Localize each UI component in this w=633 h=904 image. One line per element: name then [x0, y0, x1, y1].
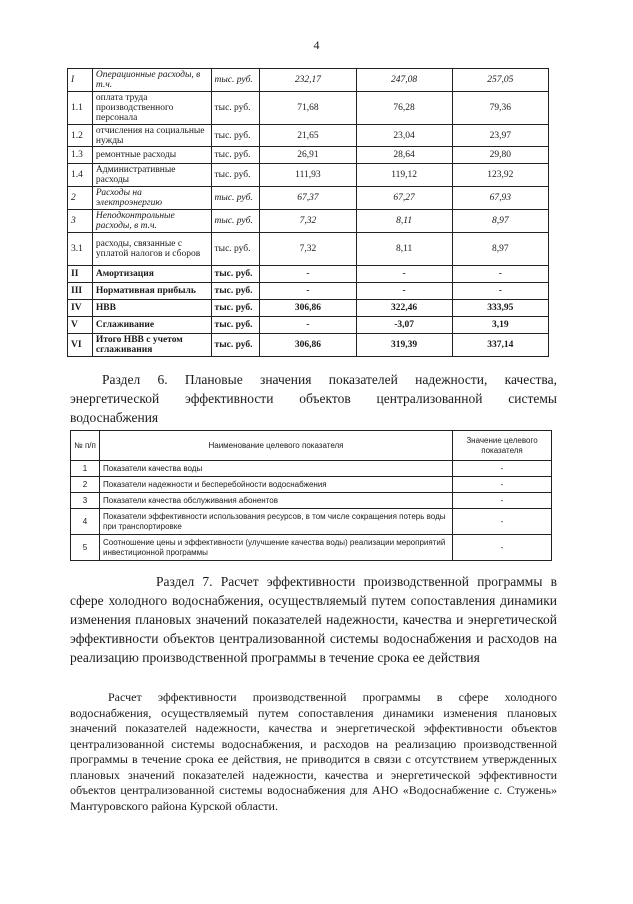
- table-row: [68, 266, 549, 283]
- row-unit: тыс. руб.: [211, 92, 260, 125]
- row-value: -: [453, 509, 552, 535]
- row-unit: тыс. руб.: [211, 125, 260, 147]
- row-number: III: [68, 283, 93, 300]
- row-value-3: 3,19: [452, 317, 548, 334]
- row-value-2: 76,28: [356, 92, 452, 125]
- row-value-2: 322,46: [356, 300, 452, 317]
- row-value-1: 21,65: [260, 125, 356, 147]
- row-value-3: 257,05: [452, 69, 548, 92]
- row-value-2: 28,64: [356, 147, 452, 164]
- row-number: 3: [71, 493, 100, 509]
- row-number: 5: [71, 535, 100, 561]
- row-value-3: 23,97: [452, 125, 548, 147]
- table-row: [71, 461, 552, 477]
- row-number: 4: [71, 509, 100, 535]
- row-value-1: 26,91: [260, 147, 356, 164]
- row-number: I: [68, 69, 93, 92]
- row-number: V: [68, 317, 93, 334]
- cost-table: [67, 68, 549, 357]
- row-value-1: 232,17: [260, 69, 356, 92]
- row-value-3: 67,93: [452, 187, 548, 210]
- row-unit: тыс. руб.: [211, 233, 260, 266]
- row-value-3: -: [452, 283, 548, 300]
- row-number: IV: [68, 300, 93, 317]
- row-unit: тыс. руб.: [211, 210, 260, 233]
- row-unit: тыс. руб.: [211, 266, 260, 283]
- section-6-title: Раздел 6. Плановые значения показателей надежности, качества, энергетической эффективности объектов централизованной системы водоснабжения: [70, 372, 557, 425]
- row-name: оплата труда производственного персонала: [92, 92, 211, 125]
- row-name: Показатели качества воды: [100, 461, 453, 477]
- row-name: Расходы на электроэнергию: [92, 187, 211, 210]
- row-name: отчисления на социальные нужды: [92, 125, 211, 147]
- table-header-row: [71, 431, 552, 461]
- table-row: [68, 69, 549, 92]
- table-row: [68, 317, 549, 334]
- row-value-1: 306,86: [260, 334, 356, 357]
- row-value-1: 111,93: [260, 164, 356, 187]
- table-row: [68, 334, 549, 357]
- row-name: НВВ: [92, 300, 211, 317]
- table-row: [68, 147, 549, 164]
- row-unit: тыс. руб.: [211, 300, 260, 317]
- row-value-1: -: [260, 283, 356, 300]
- row-number: VI: [68, 334, 93, 357]
- row-name: Соотношение цены и эффективности (улучшение качества воды) реализации мероприятий инвестиционной программы: [100, 535, 453, 561]
- row-value-2: 8,11: [356, 233, 452, 266]
- page-number: 4: [313, 38, 320, 52]
- header-value: Значение целевого показателя: [453, 431, 552, 461]
- table-row: [71, 535, 552, 561]
- row-number: 1.4: [68, 164, 93, 187]
- row-number: 1: [71, 461, 100, 477]
- row-value-3: 29,80: [452, 147, 548, 164]
- row-value-3: 8,97: [452, 210, 548, 233]
- row-name: Показатели надежности и бесперебойности водоснабжения: [100, 477, 453, 493]
- table-row: [68, 187, 549, 210]
- section-7-paragraph: Расчет эффективности производственной программы в сфере холодного водоснабжения, осуществляемый путем сопоставления динамики изменения плановых значений показателей надежности, качества и энергетической эффективности объектов централизованной системы водоснабжения, и расходов на реализацию производственной программы в течение срока ее действия, не приводится в связи с отсутствием утвержденных плановых значений показателей надежности, качества и энергетической эффективности объектов централизованной системы водоснабжения для АНО «Водоснабжение с. Стужень» Мантуровского района Курской области.: [70, 690, 557, 813]
- row-number: 1.1: [68, 92, 93, 125]
- table-row: [71, 477, 552, 493]
- row-value-3: 337,14: [452, 334, 548, 357]
- row-name: Показатели эффективности использования ресурсов, в том числе сокращения потерь воды при транспортировке: [100, 509, 453, 535]
- row-number: 2: [71, 477, 100, 493]
- row-value-3: -: [452, 266, 548, 283]
- row-value-2: 119,12: [356, 164, 452, 187]
- row-name: Итого НВВ с учетом сглаживания: [92, 334, 211, 357]
- row-name: Неподконтрольные расходы, в т.ч.: [92, 210, 211, 233]
- row-number: 1.2: [68, 125, 93, 147]
- header-name: Наименование целевого показателя: [100, 431, 453, 461]
- row-value-2: -: [356, 266, 452, 283]
- row-value-2: 8,11: [356, 210, 452, 233]
- header-num: № п/п: [71, 431, 100, 461]
- row-name: Показатели качества обслуживания абонентов: [100, 493, 453, 509]
- table-row: [68, 283, 549, 300]
- row-number: 1.3: [68, 147, 93, 164]
- row-number: 2: [68, 187, 93, 210]
- row-number: 3.1: [68, 233, 93, 266]
- row-name: Административные расходы: [92, 164, 211, 187]
- row-value-1: 7,32: [260, 233, 356, 266]
- row-name: расходы, связанные с уплатой налогов и сборов: [92, 233, 211, 266]
- row-name: ремонтные расходы: [92, 147, 211, 164]
- row-value-3: 123,92: [452, 164, 548, 187]
- row-value: -: [453, 535, 552, 561]
- table-row: [71, 509, 552, 535]
- row-value-2: 67,27: [356, 187, 452, 210]
- row-value: -: [453, 461, 552, 477]
- row-value-3: 79,36: [452, 92, 548, 125]
- table-row: [68, 233, 549, 266]
- target-indicators-table: [70, 430, 552, 561]
- table-row: [68, 125, 549, 147]
- row-value-1: 306,86: [260, 300, 356, 317]
- row-value-2: 319,39: [356, 334, 452, 357]
- row-number: 3: [68, 210, 93, 233]
- table-row: [71, 493, 552, 509]
- row-value: -: [453, 493, 552, 509]
- row-value-3: 8,97: [452, 233, 548, 266]
- row-value-1: 67,37: [260, 187, 356, 210]
- row-value-2: 23,04: [356, 125, 452, 147]
- row-value-2: -: [356, 283, 452, 300]
- row-name: Сглаживание: [92, 317, 211, 334]
- table-row: [68, 300, 549, 317]
- table-row: [68, 92, 549, 125]
- row-value-2: 247,08: [356, 69, 452, 92]
- row-value-1: 71,68: [260, 92, 356, 125]
- row-unit: тыс. руб.: [211, 147, 260, 164]
- row-name: Операционные расходы, в т.ч.: [92, 69, 211, 92]
- row-unit: тыс. руб.: [211, 187, 260, 210]
- row-unit: тыс. руб.: [211, 164, 260, 187]
- row-unit: тыс. руб.: [211, 283, 260, 300]
- row-value-1: -: [260, 266, 356, 283]
- row-value-3: 333,95: [452, 300, 548, 317]
- table-row: [68, 210, 549, 233]
- table-row: [68, 164, 549, 187]
- row-value-2: -3,07: [356, 317, 452, 334]
- row-unit: тыс. руб.: [211, 334, 260, 357]
- row-value-1: -: [260, 317, 356, 334]
- row-value: -: [453, 477, 552, 493]
- row-name: Амортизация: [92, 266, 211, 283]
- row-value-1: 7,32: [260, 210, 356, 233]
- section-7-title: Раздел 7. Расчет эффективности производственной программы в сфере холодного водоснабжения, осуществляемый путем сопоставления динамики изменения плановых значений показателей надежности, качества и энергетической эффективности объектов централизованной системы водоснабжения и расходов на реализацию производственной программы в течение срока ее действия: [70, 574, 557, 665]
- row-number: II: [68, 266, 93, 283]
- row-name: Нормативная прибыль: [92, 283, 211, 300]
- row-unit: тыс. руб.: [211, 317, 260, 334]
- row-unit: тыс. руб.: [211, 69, 260, 92]
